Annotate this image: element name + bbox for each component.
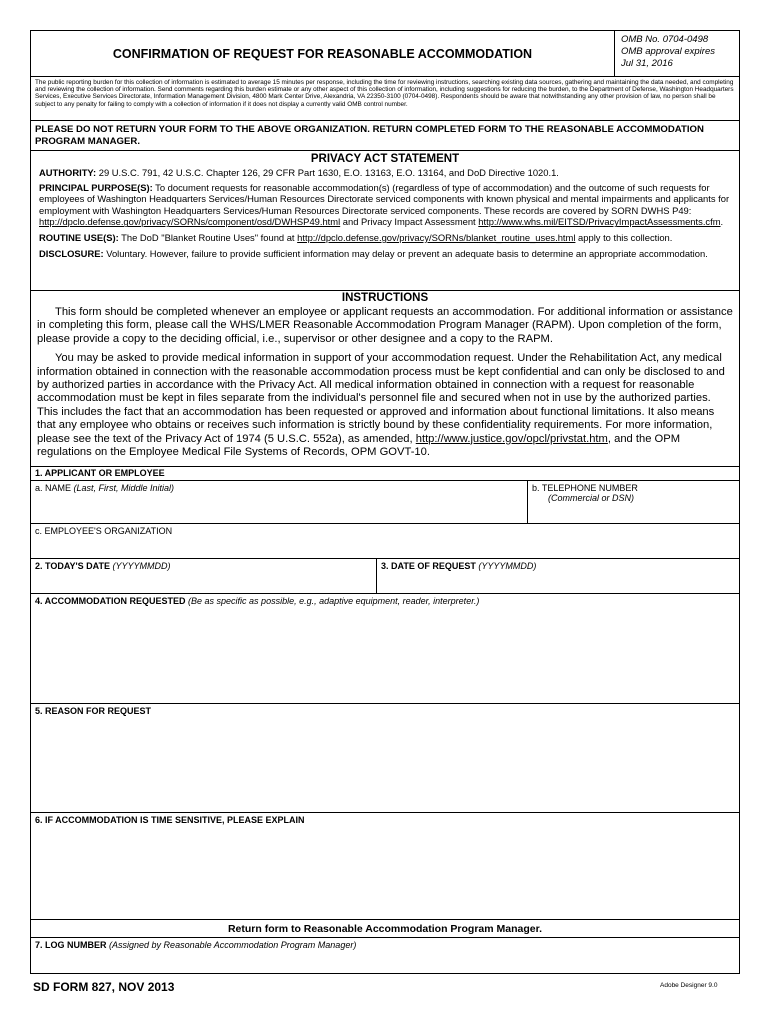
purpose-paragraph: PRINCIPAL PURPOSE(S): To document requests for reasonable accommodation(s) (regardless of type of accommodation) and the outcome of such requests for employees of Washington Headquarters Services/Human Resources Directorate serviced components with known physical and mental impairments and applicants for employment with Washington Headquarters Services/Human Resources Directorate serviced components. These records are covered by SORN DWHS P49: http://dpclo.defense.gov/privacy/SORNs/component/osd/DWHSP49.html and Privacy Impact Assessment http://www.whs.mil/EITSD/PrivacyImpactAssessments.cfm.: [39, 181, 730, 228]
routine-uses-link[interactable]: http://dpclo.defense.gov/privacy/SORNs/blanket_routine_uses.html: [297, 231, 576, 243]
time-sensitive-field[interactable]: 6. IF ACCOMMODATION IS TIME SENSITIVE, PLEASE EXPLAIN: [31, 813, 739, 920]
disclosure-paragraph: DISCLOSURE: Voluntary. However, failure to provide sufficient information may delay or prevent an adequate basis to determine an appropriate accommodation.: [39, 247, 708, 259]
instructions-section: [31, 291, 739, 467]
no-return-notice: PLEASE DO NOT RETURN YOUR FORM TO THE ABOVE ORGANIZATION. RETURN COMPLETED FORM TO THE REASONABLE ACCOMMODATION PROGRAM MANAGER.: [31, 121, 739, 151]
sorn-link[interactable]: http://dpclo.defense.gov/privacy/SORNs/component/osd/DWHSP49.html: [39, 216, 341, 228]
pia-link[interactable]: http://www.whs.mil/EITSD/PrivacyImpactAssessments.cfm: [478, 216, 721, 228]
section-1-header: 1. APPLICANT OR EMPLOYEE: [31, 467, 739, 481]
burden-statement: The public reporting burden for this collection of information is estimated to average 15 minutes per response, including the time for reviewing instructions, searching existing data sources, gathering and maintaining the data needed, and completing and reviewing the collection of information. Send comments regarding this burden estimate or any other aspect of this collection of information, including suggestions for reducing the burden, to the Department of Defense, Washington Headquarters Services, Executive Services Directorate, Information Management Division, 4800 Mark Center Drive, Alexandria, VA 22350-3100 (0704-0498). Respondents should be aware that notwithstanding any other provision of law, no person shall be subject to any penalty for failing to comply with a collection of information if it does not display a currently valid OMB control number.: [31, 77, 739, 121]
reason-for-request-field[interactable]: 5. REASON FOR REQUEST: [31, 704, 739, 813]
instructions-heading: INSTRUCTIONS: [341, 292, 429, 304]
telephone-field[interactable]: b. TELEPHONE NUMBER (Commercial or DSN): [532, 483, 638, 503]
form-title: CONFIRMATION OF REQUEST FOR REASONABLE ACCOMMODATION: [31, 31, 615, 77]
date-of-request-field[interactable]: 3. DATE OF REQUEST (YYYYMMDD): [381, 561, 537, 571]
authority-paragraph: AUTHORITY: 29 U.S.C. 791, 42 U.S.C. Chapter 126, 29 CFR Part 1630, E.O. 13163, E.O. 13164, and DoD Directive 1020.1.: [39, 167, 559, 178]
organization-field[interactable]: c. EMPLOYEE'S ORGANIZATION: [31, 524, 739, 559]
todays-date-field[interactable]: 2. TODAY'S DATE (YYYYMMDD): [35, 561, 171, 571]
form-identifier: SD FORM 827, NOV 2013: [33, 980, 175, 994]
accommodation-requested-field[interactable]: 4. ACCOMMODATION REQUESTED (Be as specific as possible, e.g., adaptive equipment, reader, interpreter.): [31, 594, 739, 704]
omb-number: OMB No. 0704-0498: [621, 34, 709, 45]
omb-approval: OMB approval expires: [621, 46, 715, 57]
instructions-para-2: You may be asked to provide medical information in support of your accommodation request. Under the Rehabilitation Act, any medical information obtained in connection with the reasonable accommodation process must be kept confidential and can only be disclosed to and by authorized parties in accordance with the Privacy Act. All medical information obtained in connection with a request for reasonable accommodation must be kept in files separate from the individual's personnel file and secured when not in use by the authorized parties. This includes the fact that an accommodation has been requested or approved and information about functional limitations. It also means that any employee who obtains or receives such information is strictly bound by these confidentiality requirements. For more information, please see the text of the Privacy Act of 1974 (5 U.S.C. 552a), as amended, http://www.justice.gov/opcl/privstat.htm, and the OPM regulations on the Employee Medical File Systems of Records, OPM GOVT-10.: [37, 352, 725, 459]
omb-date: Jul 31, 2016: [621, 58, 673, 69]
return-form-note: Return form to Reasonable Accommodation Program Manager.: [31, 920, 739, 938]
form-page: [30, 30, 740, 974]
log-number-field[interactable]: 7. LOG NUMBER (Assigned by Reasonable Accommodation Program Manager): [35, 940, 357, 950]
privacy-section: [31, 151, 739, 291]
dates-row: [31, 559, 739, 594]
header-row: [31, 31, 739, 77]
privacy-heading: PRIVACY ACT STATEMENT: [310, 153, 460, 165]
name-field[interactable]: a. NAME (Last, First, Middle Initial): [35, 483, 175, 493]
software-credit: Adobe Designer 9.0: [660, 982, 718, 989]
instructions-para-1: This form should be completed whenever an employee or applicant requests an accommodation. For additional information or assistance in completing this form, please call the WHS/LMER Reasonable Accommodation Program Manager (RAPM). Upon completion of the form, please provide a copy to the deciding official, i.e., supervisor or other designee and a copy to the RAPM.: [37, 306, 733, 345]
routine-uses-paragraph: ROUTINE USE(S): The DoD "Blanket Routine Uses" found at http://dpclo.defense.gov/privacy/SORNs/blanket_routine_uses.html apply to this collection.: [39, 231, 673, 243]
privacy-act-link[interactable]: http://www.justice.gov/opcl/privstat.htm: [415, 432, 608, 445]
name-phone-row: [31, 481, 739, 524]
omb-box: [615, 31, 739, 77]
